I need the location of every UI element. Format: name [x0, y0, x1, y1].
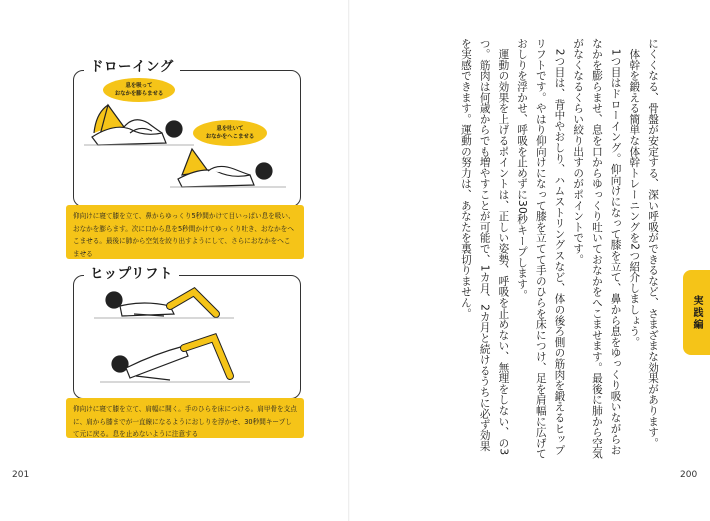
side-tab-label: 実践編 [691, 294, 702, 331]
page-number-right: 200 [680, 470, 698, 480]
chapter-side-tab [683, 270, 710, 355]
hip-lift-illustration-frame [73, 275, 301, 399]
body-paragraph: にくくなる、骨盤が安定する、深い呼吸ができるなど、さまざまな効果があります。 [647, 38, 659, 449]
body-paragraph: 1つ目はドローイング。仰向けになって膝を立て、鼻から息をゆっくり吸いながらおなかを膨らませ、息を口からゆっくり吐いておなかをへこませます。最後に肺から空気がなくなるくらい絞り出すのがポイントです。 [572, 38, 622, 460]
body-paragraph: 運動の効果を上げるポイントは、正しい姿勢、呼吸を止めない、無理をしない、の3つ。筋肉は何歳からでも増やすことが可能で、1カ月、2カ月と続けるうちに必ず効果を実感できます。運動の努力は、あなたを裏切りません。 [459, 38, 510, 456]
drawing-pose-exhale-figure [170, 149, 286, 187]
left-page [0, 0, 350, 521]
hip-lift-pose-up-figure [100, 338, 250, 382]
drawing-instruction-note: 仰向けに寝て膝を立て、鼻からゆっくり5秒間かけて目いっぱい息を吸い、おなかを膨らます。次に口から息を5秒間かけてゆっくり吐き、おなかをへこませる。最後に肺から空気を絞り出すようにして、さらにおなかをへこませる [66, 205, 304, 259]
drawing-title: ドローイング [84, 55, 180, 75]
inhale-bubble-text: 息を吸って おなかを膨らませる [114, 83, 164, 97]
exhale-bubble-text: 息を吐いて おなかをへこませる [205, 126, 255, 140]
hip-lift-pose-down-figure [94, 292, 234, 318]
body-paragraph: 2つ目は、背中やおしり、ハムストリングスなど、体の後ろ側の筋肉を鍛えるヒップリフトです。やはり仰向けになって膝を立てて手のひらを床につけ、足を肩幅に広げておしりを浮かせ、呼吸を止めずに30秒キープします。 [516, 38, 566, 460]
body-text-vertical [456, 38, 662, 460]
drawing-pose-inhale-figure [84, 105, 194, 145]
page-number-left: 201 [12, 470, 30, 480]
exhale-speech-bubble [193, 120, 267, 146]
inhale-speech-bubble [103, 78, 175, 102]
hip-lift-instruction-note: 仰向けに寝て膝を立て、肩幅に開く。手のひらを床につける。肩甲骨を支点に、肩から膝までが一直線になるようにおしりを浮かせ、30秒間キープして元に戻る。息を止めないように注意する [66, 398, 304, 438]
body-paragraph: 体幹を鍛える簡単な体幹トレーニングを2つ紹介しましょう。 [628, 38, 641, 348]
hip-lift-title: ヒップリフト [84, 262, 179, 282]
hip-lift-illustration [74, 276, 300, 398]
